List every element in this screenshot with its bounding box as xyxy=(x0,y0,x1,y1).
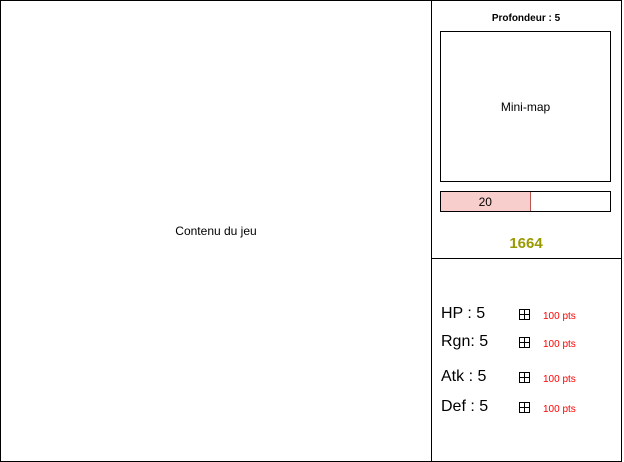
stat-row-atk xyxy=(441,368,616,390)
upgrade-atk-button[interactable] xyxy=(519,372,530,383)
stat-row-hp xyxy=(441,305,616,327)
stat-label: Rgn: 5 xyxy=(441,333,489,350)
depth-label: Profondeur : 5 xyxy=(491,13,561,24)
gold-counter: 1664 xyxy=(509,235,543,252)
health-bar-fill xyxy=(441,192,531,211)
upgrade-rgn-button[interactable] xyxy=(519,337,530,348)
stat-cost: 100 pts xyxy=(543,339,576,350)
stat-cost: 100 pts xyxy=(543,311,576,322)
stat-cost: 100 pts xyxy=(543,374,576,385)
stat-label: Atk : 5 xyxy=(441,368,487,385)
health-value: 20 xyxy=(478,194,492,209)
stat-cost: 100 pts xyxy=(543,404,576,415)
stat-label: Def : 5 xyxy=(441,398,489,415)
minimap[interactable] xyxy=(440,31,611,182)
game-content-label: Contenu du jeu xyxy=(175,224,257,238)
stat-row-rgn xyxy=(441,333,616,355)
status-panel xyxy=(431,0,622,259)
minimap-label: Mini-map xyxy=(500,99,551,114)
upgrade-hp-button[interactable] xyxy=(519,309,530,320)
health-bar xyxy=(440,191,611,212)
stat-row-def xyxy=(441,398,616,420)
stat-label: HP : 5 xyxy=(441,305,486,322)
stats-panel xyxy=(431,258,622,462)
upgrade-def-button[interactable] xyxy=(519,402,530,413)
